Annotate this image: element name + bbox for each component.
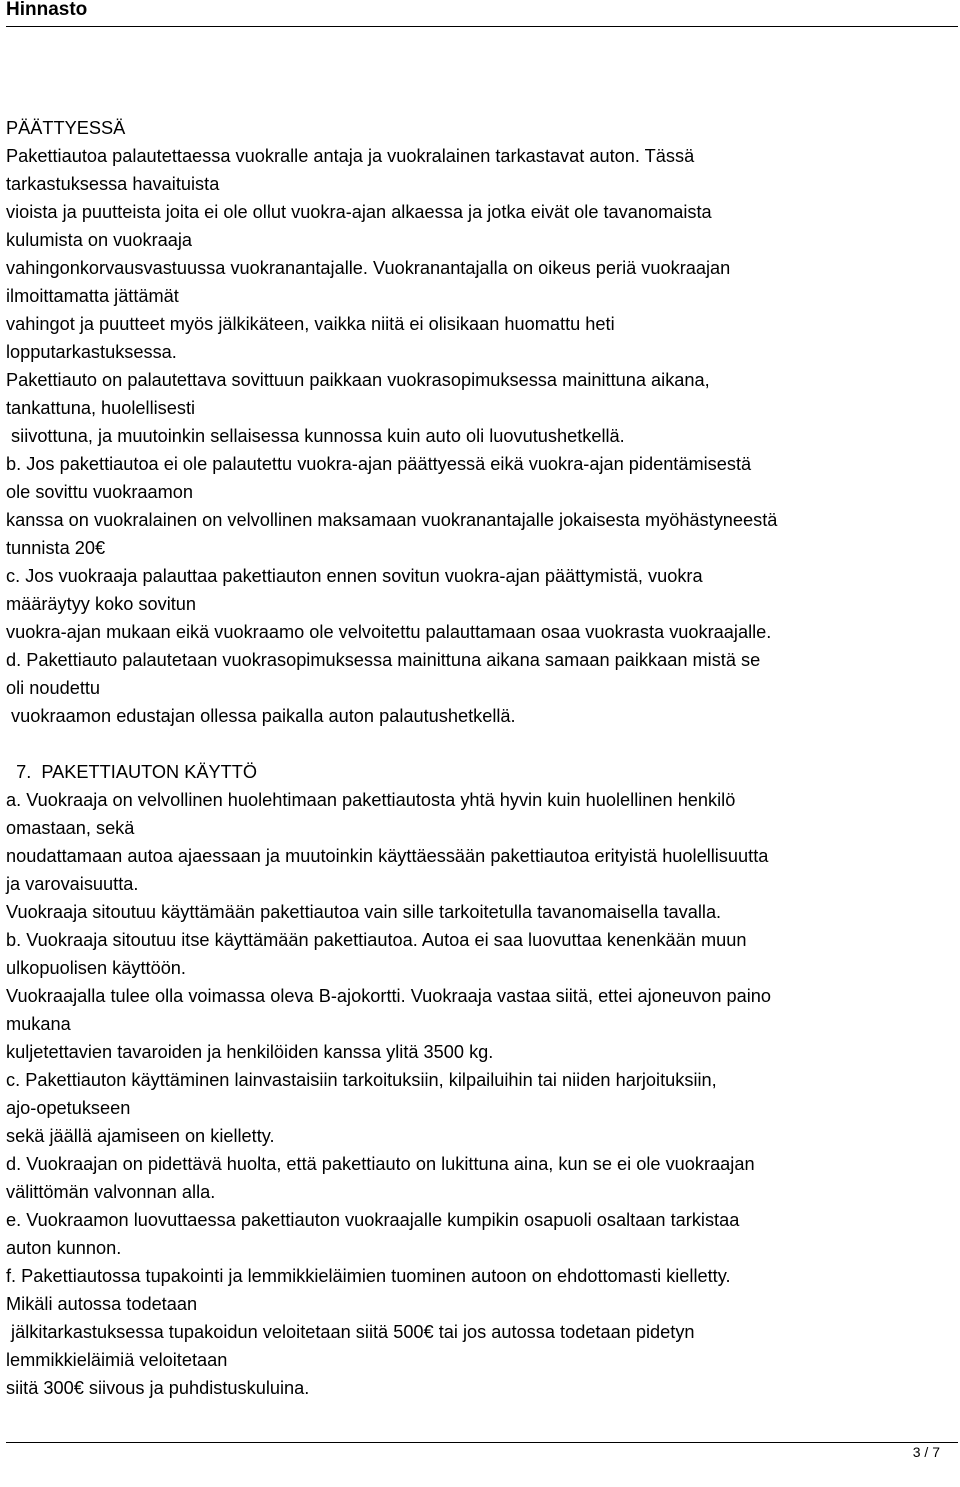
text-line: c. Pakettiauton käyttäminen lainvastaisiin tarkoituksiin, kilpailuihin tai niiden harjoituksiin, (6, 1070, 717, 1090)
text-line: vahingonkorvausvastuussa vuokranantajalle. Vuokranantajalla on oikeus periä vuokraajan (6, 258, 731, 278)
text-line: d. Vuokraajan on pidettävä huolta, että pakettiauto on lukittuna aina, kun se ei ole vuokraajan (6, 1154, 755, 1174)
text-line: määräytyy koko sovitun (6, 594, 197, 614)
text-line: f. Pakettiautossa tupakointi ja lemmikkieläimien tuominen autoon on ehdottomasti kielletty. (6, 1266, 731, 1286)
text-line: tankattuna, huolellisesti (6, 398, 196, 418)
text-line: siitä 300€ siivous ja puhdistuskuluina. (6, 1378, 310, 1398)
text-line: ilmoittamatta jättämät (6, 286, 179, 306)
text-line: d. Pakettiauto palautetaan vuokrasopimuksessa mainittuna aikana samaan paikkaan mistä se (6, 650, 761, 670)
text-line: Pakettiautoa palautettaessa vuokralle antaja ja vuokralainen tarkastavat auton. Tässä (6, 146, 695, 166)
text-line: Pakettiauto on palautettava sovittuun paikkaan vuokrasopimuksessa mainittuna aikana, (6, 370, 710, 390)
text-line: 7. PAKETTIAUTON KÄYTTÖ (6, 762, 257, 782)
text-line: Vuokraaja sitoutuu käyttämään pakettiautoa vain sille tarkoitetulla tavanomaisella tavalla. (6, 902, 722, 922)
blank-line (6, 730, 956, 758)
text-line: vioista ja puutteista joita ei ole ollut vuokra-ajan alkaessa ja jotka eivät ole tavanomaista (6, 202, 712, 222)
page-footer (6, 1442, 958, 1460)
page-header (6, 0, 958, 27)
text-line: PÄÄTTYESSÄ (6, 118, 126, 138)
text-line: e. Vuokraamon luovuttaessa pakettiauton vuokraajalle kumpikin osapuoli osaltaan tarkistaa (6, 1210, 740, 1230)
text-line: Mikäli autossa todetaan (6, 1294, 198, 1314)
text-line: auton kunnon. (6, 1238, 122, 1258)
text-line: kulumista on vuokraaja (6, 230, 193, 250)
text-line: ja varovaisuutta. (6, 874, 139, 894)
text-line: lemmikkieläimiä veloitetaan (6, 1350, 228, 1370)
text-line: jälkitarkastuksessa tupakoidun veloitetaan siitä 500€ tai jos autossa todetaan pidetyn (6, 1322, 695, 1342)
page-number: 3 / 7 (912, 1444, 940, 1460)
text-line: oli noudettu (6, 678, 101, 698)
text-line: siivottuna, ja muutoinkin sellaisessa kunnossa kuin auto oli luovutushetkellä. (6, 426, 625, 446)
text-line: mukana (6, 1014, 71, 1034)
text-line: vuokra-ajan mukaan eikä vuokraamo ole velvoitettu palauttamaan osaa vuokrasta vuokraajalle. (6, 622, 772, 642)
text-line: vahingot ja puutteet myös jälkikäteen, vaikka niitä ei olisikaan huomattu heti (6, 314, 615, 334)
text-line: a. Vuokraaja on velvollinen huolehtimaan pakettiautosta yhtä hyvin kuin huolellinen henkilö (6, 790, 736, 810)
text-line: kuljetettavien tavaroiden ja henkilöiden kanssa ylitä 3500 kg. (6, 1042, 494, 1062)
text-line: tarkastuksessa havaituista (6, 174, 220, 194)
text-line: lopputarkastuksessa. (6, 342, 177, 362)
text-line: ulkopuolisen käyttöön. (6, 958, 186, 978)
text-line: b. Jos pakettiautoa ei ole palautettu vuokra-ajan päättyessä eikä vuokra-ajan pidentämisestä (6, 454, 752, 474)
document-body (6, 114, 956, 1402)
text-line: kanssa on vuokralainen on velvollinen maksamaan vuokranantajalle jokaisesta myöhästyneestä (6, 510, 778, 530)
text-line: sekä jäällä ajamiseen on kielletty. (6, 1126, 275, 1146)
text-line: tunnista 20€ (6, 538, 106, 558)
text-line: ole sovittu vuokraamon (6, 482, 194, 502)
text-line: b. Vuokraaja sitoutuu itse käyttämään pakettiautoa. Autoa ei saa luovuttaa kenenkään muun (6, 930, 747, 950)
header-title: Hinnasto (6, 0, 88, 20)
text-line: c. Jos vuokraaja palauttaa pakettiauton ennen sovitun vuokra-ajan päättymistä, vuokra (6, 566, 703, 586)
text-line: vuokraamon edustajan ollessa paikalla auton palautushetkellä. (6, 706, 516, 726)
text-line: Vuokraajalla tulee olla voimassa oleva B-ajokortti. Vuokraaja vastaa siitä, ettei ajoneuvon paino (6, 986, 771, 1006)
text-line: noudattamaan autoa ajaessaan ja muutoinkin käyttäessään pakettiautoa erityistä huolellisuutta (6, 846, 769, 866)
text-line: ajo-opetukseen (6, 1098, 131, 1118)
text-line: omastaan, sekä (6, 818, 135, 838)
text-line: välittömän valvonnan alla. (6, 1182, 216, 1202)
